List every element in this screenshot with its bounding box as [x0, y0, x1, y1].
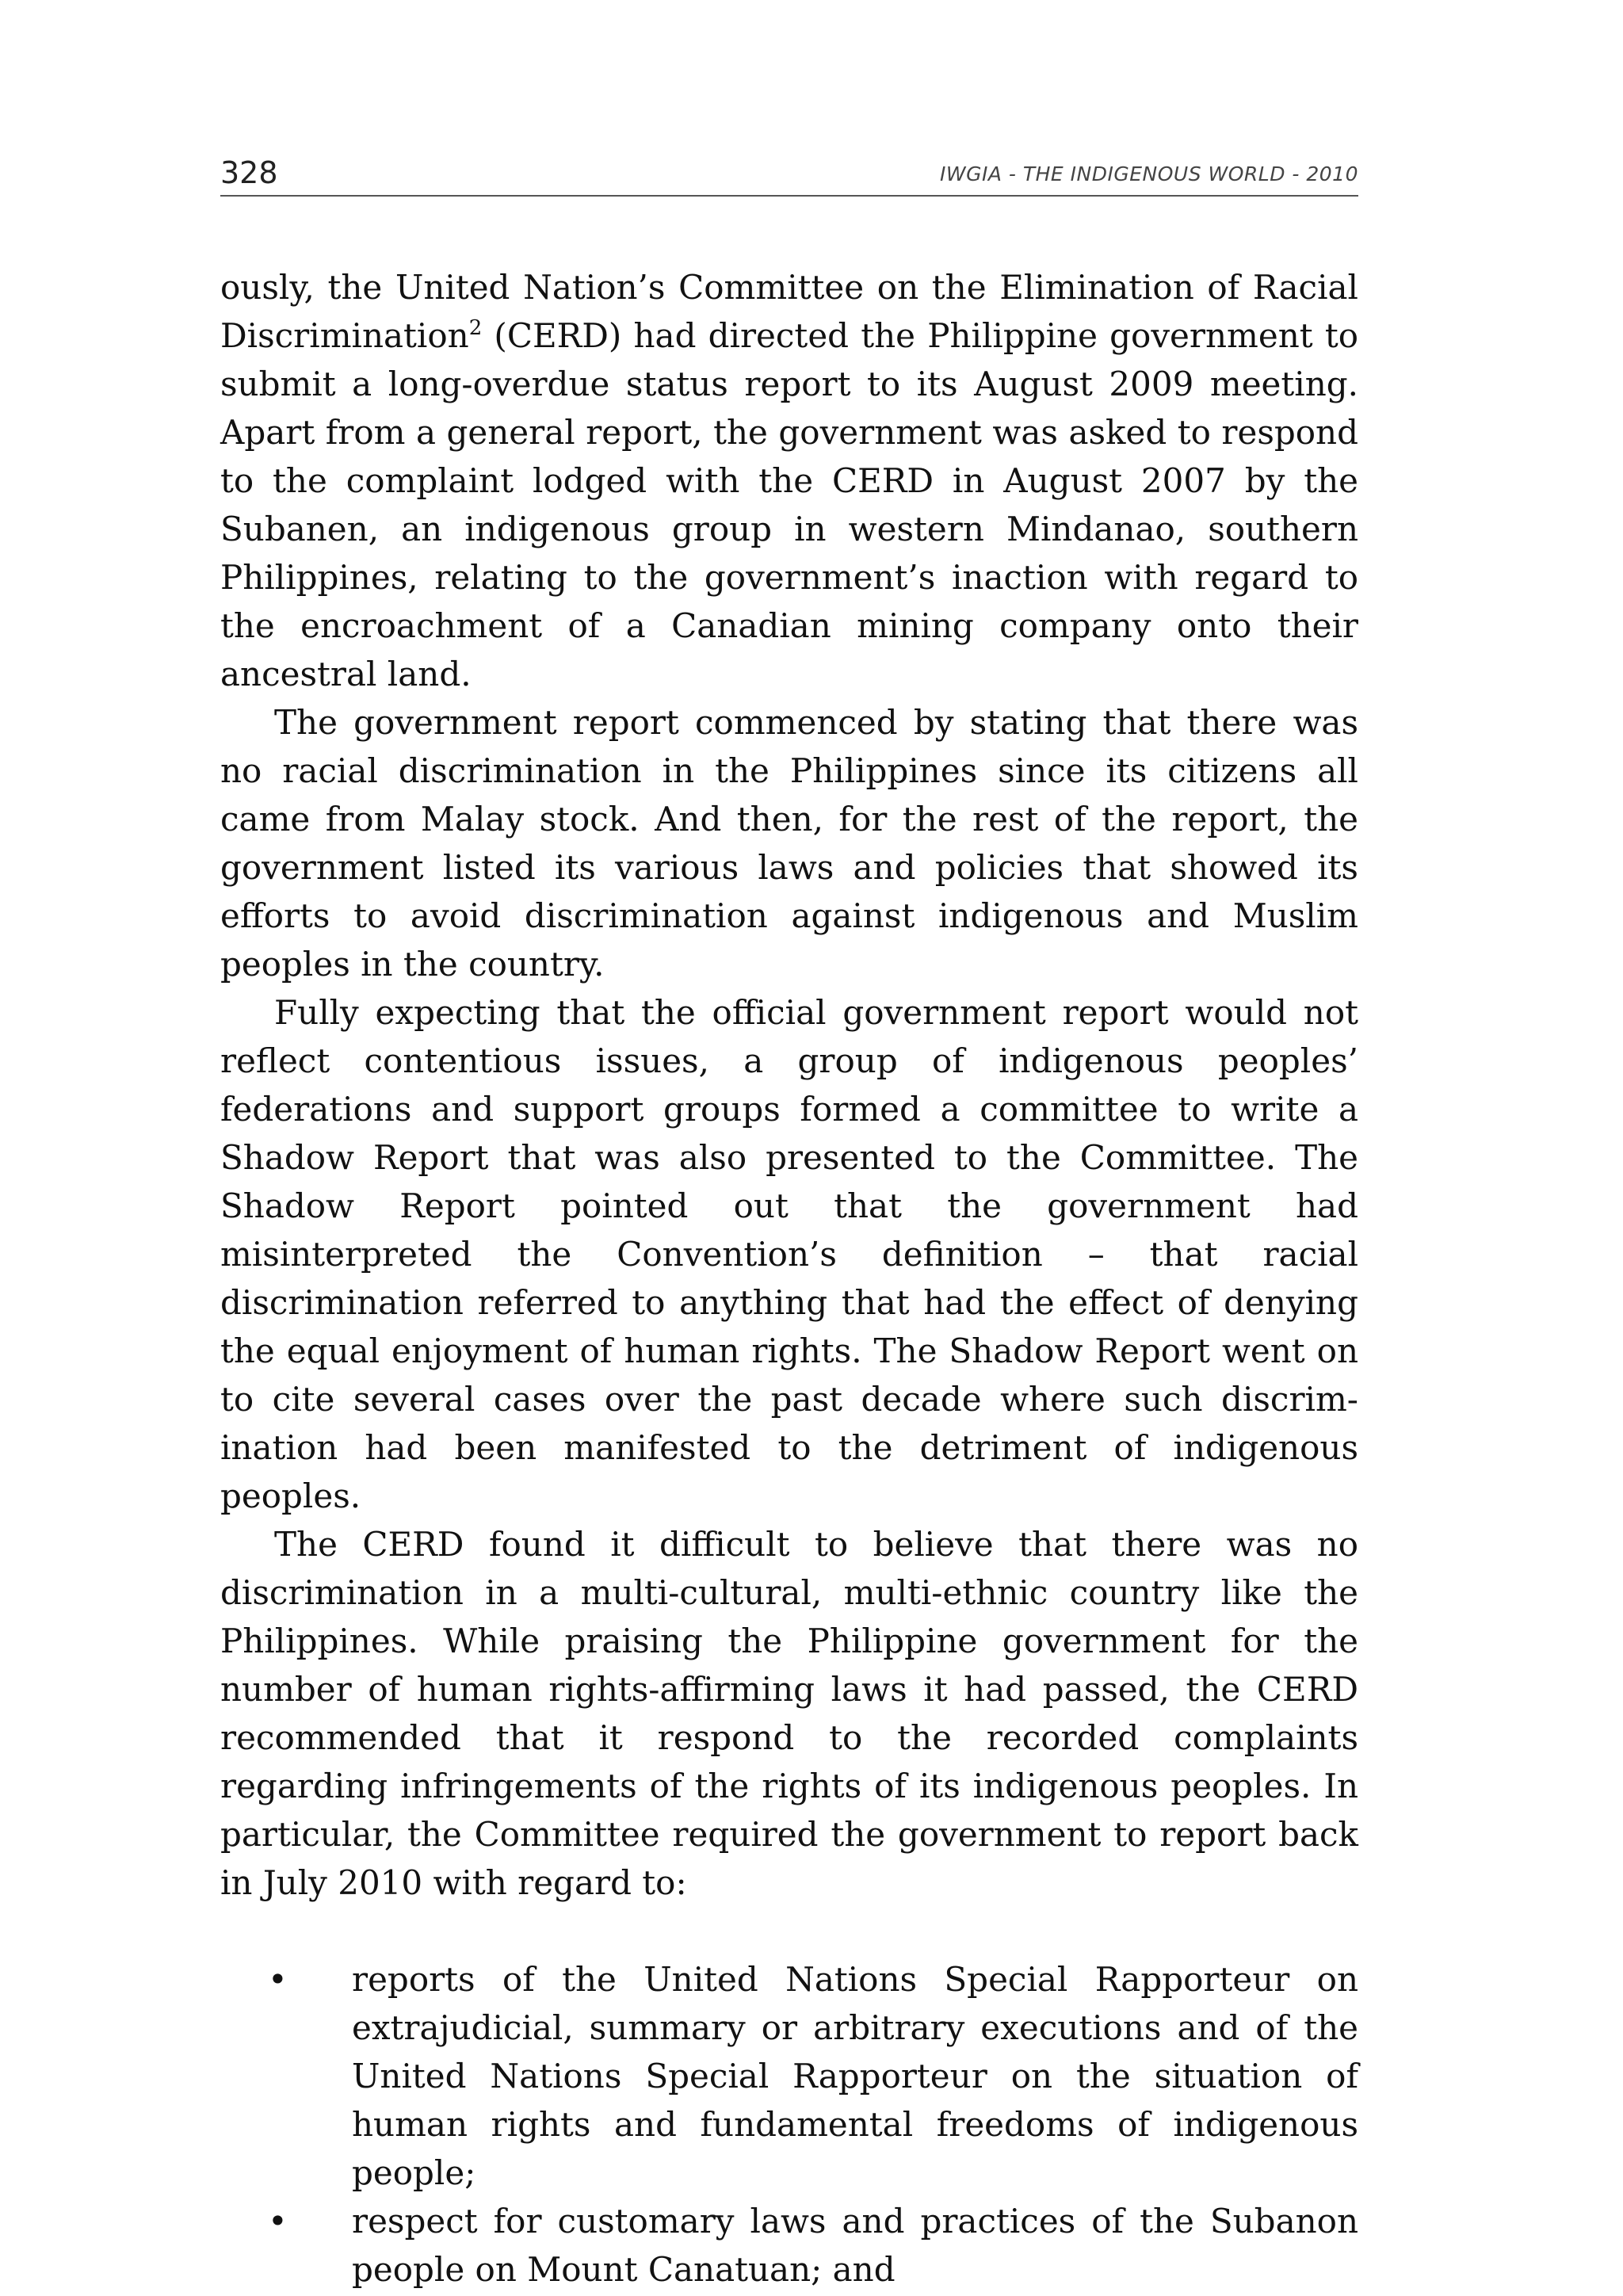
paragraph-3: Fully expecting that the official government report would not reflect contentious issues, a group of indigenous peoples’ federations and support groups formed a committee to write a Shadow Report that was also presented to the Committee. The Shadow Report pointed out that the government had misinterpreted the Convention’s definition – that racial discrimination referred to anything that had the effect of denying the equal enjoyment of human rights. The Shadow Report went on to cite several cases over the past decade where such discrimination had been manifested to the detriment of indigenous peoples. — [220, 993, 1358, 1515]
paragraph-1-text-start: ously, the United Nation’s Committee on the Elimination of Racial Discrimination — [220, 268, 1358, 355]
running-header — [220, 154, 1358, 197]
list-item-text: respect for customary laws and practices of the Subanon people on Mount Canatuan; and — [352, 2202, 1358, 2289]
paragraph-1 — [220, 263, 1358, 698]
body-text — [220, 263, 1358, 2294]
list-item — [220, 1955, 1358, 2197]
paragraph-2: The government report commenced by stating that there was no racial discrimination in the Philippines since its citizens all came from Malay stock. And then, for the rest of the report, the government listed its various laws and policies that showed its efforts to avoid discrimination against indigenous and Muslim peoples in the country. — [220, 703, 1358, 984]
bullet-list — [220, 1955, 1358, 2294]
list-item — [220, 2197, 1358, 2294]
bullet-icon: • — [268, 1960, 288, 1999]
list-item-text: reports of the United Nations Special Rapporteur on extrajudicial, summary or arbitrary executions and of the United Nations Special Rapporteur on the situation of human rights and fundamental freedoms of indigenous people; — [352, 1960, 1358, 2192]
footnote-ref-2: 2 — [468, 316, 483, 340]
paragraph-4: The CERD found it difficult to believe that there was no discrimination in a multi-cultural, multi-ethnic country like the Philippines. While praising the Philippine government for the number of human rights-affirming laws it had passed, the CERD recommended that it respond to the recorded complaints regarding infringements of the rights of its indigenous peoples. In particular, the Committee required the government to report back in July 2010 with regard to: — [220, 1525, 1358, 1902]
running-title: IWGIA - THE INDIGENOUS WORLD - 2010 — [939, 162, 1358, 185]
bullet-icon: • — [268, 2202, 288, 2241]
page-number: 328 — [220, 155, 278, 190]
paragraph-1-text-end: (CERD) had directed the Philippine government to submit a long-overdue status report to its August 2009 meeting. Apart from a general report, the government was asked to respond to the complaint lodged with the CERD in August 2007 by the Subanen, an indigenous group in western Mindanao, southern Philippines, relating to the government’s inaction with regard to the encroachment of a Canadian mining company onto their ancestral land. — [220, 316, 1358, 693]
